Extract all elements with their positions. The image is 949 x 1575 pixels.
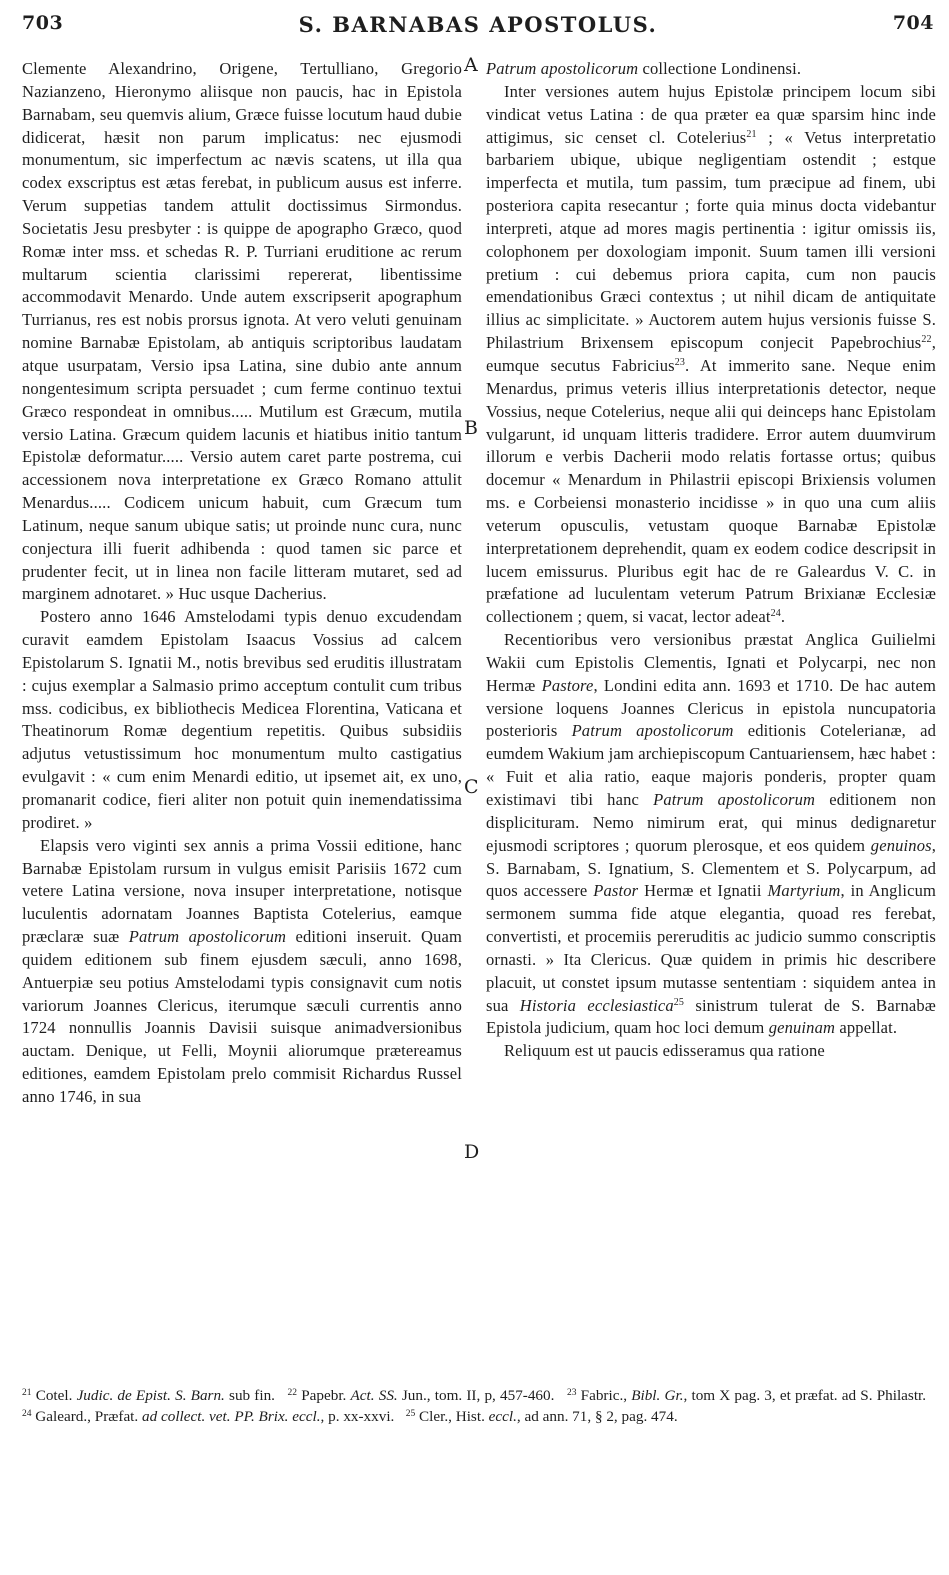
text-run: , Londini edita ann. 1693 et 1710. De hac autem versione loquens Joannes Clericus in epistola nuncupatoria posterioris [486,675,936,741]
left-paragraph-1: Clemente Alexandrino, Origene, Tertulliano, Gregorio Nazianzeno, Hieronymo aliisque non paucis, hac in Epistola Barnabam, seu quemvis alium, Græce fuisse locutum haud dubie didicerat, hæsit non parum implicatus: nec ejusmodi monumentum, sic imperfectum ac nævis scatens, ut illa qua codex exscriptus est ætas ferebat, in publicum ausus est inferre. Verum suppetias tandem attulit doctissimus Sirmondus. Societatis Jesu presbyter : is quippe de apographo Græco, quod Romæ inter mss. et schedas R. P. Turriani eruditione ac rerum multarum scientia clarissimi repererat, libentissime accommodavit Menardo. Unde autem exscripserit apographum Turrianus, res est nobis prorsus ignota. At vero veluti genuinam nomine Barnabæ Epistolam, ab antiquis scriptoribus laudatam atque usurpatam, Versio ipsa Latina, sine dubio ante annum nongentesimum scripta persuadet ; cum ferme continuo textui Græco respondeat in omnibus..... Mutilum est Græcum, mutila versio Latina. Græcum quidem lacunis et hiatibus initio tantum Epistolæ deformatur..... Versio autem caret parte postrema, cui accessionem nova interpretatione ex Græco Romano attulit Menardus..... Codicem unicum habuit, cum Græcum tum Latinum, neque sanum ubique satis; ut proinde nunc cura, nunc conjectura illi fuerit adhibenda : quod tamen sic parce et prudenter fecit, ut in linea non facile litteram mutaret, sed ad marginem adnotaret. » Huc usque Dacherius. [22,59,462,604]
text-run: Cler., Hist. [419,1407,489,1425]
italic-title: Pastore [541,675,594,695]
footnote-number: 23 [566,1388,577,1398]
text-run: , in Anglicum sermonem summa fide atque elegantia, quoad res ferebat, convertisti, et procemiis pereruditis ac judicio summo conscriptis ornasti. » Ita Clericus. Quæ quidem in primis hic describere placuit, ut constet ipsum mutasse sententiam : siquidem antea in sua [486,881,936,1015]
text-run: . [780,607,786,627]
footnote-number: 24 [22,1408,32,1419]
italic-title: Patrum apostolicorum [486,59,639,78]
footnote-23 [567,1387,926,1404]
italic-word: genuinos [870,835,932,855]
text-run: , eumque secutus Fabricius [486,333,936,375]
italic-work: Act. SS. [350,1387,398,1404]
running-title: S. BARNABAS APOSTOLUS. [298,12,658,37]
italic-work: Judic. de Epist. S. Barn. [76,1387,225,1404]
margin-letter-b: B [464,417,478,439]
text-run: ; « Vetus interpretatio barbariem ubique, ubique negligentiam ostendit ; estque imperfecta et mutila, tum passim, tum præcipue ad finem, ubi posteriora capita resecantur ; forte quia minus docta videbantur interpreti, atque ad mores magis pertinentia : igitur omissis iis, colophonem per doxologiam imponit. Suum tamen illi versioni pretium : cui debemus priora capita, cum non paucis emendationibus Græci contextus ; ut nihil dicam de antiquitate illius ac simplicitate. » Auctorem autem hujus versionis fuisse S. Philastrium Brixensem episcopum conjecit Papebrochius [486,127,936,353]
italic-title: Historia ecclesiastica [519,995,674,1015]
right-paragraph-4: Reliquum est ut paucis edisseramus qua ratione [504,1041,825,1061]
page-number-left: 703 [22,12,64,34]
left-paragraph-3 [22,835,462,1109]
italic-work: ad collect. vet. PP. Brix. eccl. [142,1407,321,1425]
italic-word: Pastor [593,881,639,901]
text-run: Inter versiones autem hujus Epistolæ principem locum sibi vindicat vetus Latina : de qua præter ea quæ sparsim hinc inde attigimus, sic censet cl. Cotelerius [486,81,936,147]
footnote-21 [22,1387,275,1404]
italic-title: Patrum apostolicorum [653,790,816,809]
text-run: sinistrum tulerat de S. Barnabæ Epistola judicium, quam hoc loci demum [486,995,936,1038]
left-paragraph-2: Postero anno 1646 Amstelodami typis denuo excudendam curavit eamdem Epistolam Isaacus Vossius ad calcem Epistolarum S. Ignatii M., notis brevibus sed eruditis illustratam : cujus exemplar a Salmasio primo acceptum contulit cum tribus mss. codicibus, ex bibliothecis Medicea Florentina, Vaticana et Theatinorum Romæ degentium repetitis. Quibus subsidiis adjutus vetustissimum hoc monumentum multo castigatius evulgavit : « cum enim Menardi editio, ut ipsemet ait, ex uno, promanarit codice, fieri aliter non potuit quin inemendatissima prodiret. » [22,607,462,832]
italic-work: Bibl. Gr. [631,1387,684,1404]
left-column [22,58,462,1109]
footnote-number: 25 [405,1408,416,1419]
text-run: appellat. [835,1018,898,1038]
text-run: Galeard., Præfat. [35,1407,142,1425]
italic-title: Patrum apostolicorum [571,721,734,741]
right-paragraph-1 [486,58,936,81]
margin-letter-a: A [464,54,478,76]
text-run: , ad ann. 71, § 2, pag. 474. [516,1407,678,1425]
footnotes [22,1386,934,1427]
right-paragraph-2 [486,81,936,629]
right-column [486,58,936,1063]
text-run: , p. xx-xxvi. [320,1407,395,1425]
page-number-right: 704 [892,12,934,34]
italic-title: Patrum apostolicorum [128,927,287,947]
footnote-24 [22,1408,394,1425]
margin-letter-c: C [464,776,479,798]
text-run: Elapsis vero viginti sex annis a prima Vossii editione, hanc Barnabæ Epistolam rursum in vulgus emisit Parisiis 1672 cum vetere Latina versione, nova insuper interpretatione, notisque luculentis adornatam Joannes Baptista Cotelerius, eamque præclaræ suæ [22,835,462,947]
footnote-ref-24: 24 [770,608,781,620]
text-run: . At immerito sane. Neque enim Menardus, primus veteris illius interpretationis detector, neque Vossius, neque Cotelerius, neque alii qui deinceps hanc Epistolam vulgarunt, id unquam litteris tradidere. Error autem duumvirum illorum e verbis Dacherii modo relatis fortasse ortus; quibus docemur « Menardum in Philastrii episcopi Brixiensis volumen ms. e Corbeiensi monasterio incidisse » in quo una cum aliis veterum opusculis, vetustam quoque Barnabæ Epistolæ interpretationem deprehendit, quam ex eodem codice descripsit in lucem emissurus. Pluribus egit hac de re Galeardus V. C. in præfatione ad luculentam veterum Patrum Brixianæ Ecclesiæ collectionem ; quem, si vacat, lector adeat [486,355,936,627]
text-run: Cotel. [35,1387,77,1404]
italic-word: genuinam [768,1018,836,1038]
italic-work: eccl. [488,1407,517,1425]
text-run: editionis Coteleriаnæ, ad eumdem Wakium jam archiepiscopum Cantuariensem, hæc habet : « Fuit et alia ratio, eaque majoris ponderis, propter quam existimavi tibi hanc [486,721,936,809]
footnote-22 [288,1387,555,1404]
margin-letter-d: D [464,1141,480,1163]
footnote-number: 21 [22,1388,32,1398]
footnote-ref-22: 22 [921,334,932,346]
italic-word: Martyrium [767,881,841,901]
right-paragraph-3 [486,629,936,1040]
text-run: editioni inseruit. Quam quidem editionem sub finem ejusdem sæculi, anno 1698, Antuerpiæ seu potius Amstelodami typis consignavit cum notis variorum Joannes Clericus, iterumque sæculi currentis anno 1724 nonnullis Joannis Davisii suisque animadversionibus auctam. Denique, ut Felli, Moynii aliorumque prætereamus editiones, eamdem Epistolam prelo commisit Richardus Russel anno 1746, in sua [22,927,462,1106]
text-run: sub fin. [224,1387,275,1404]
text-run: Recentioribus vero versionibus præstat Anglica Guilielmi Wakii cum Epistolis Clementis, Ignati et Polycarpi, nec non Hermæ [486,630,936,695]
text-run: Jun., tom. II, p, 457-460. [397,1387,555,1404]
text-run: Hermæ et Ignatii [638,881,768,901]
footnote-25 [406,1408,678,1425]
text-run: Papebr. [301,1387,351,1404]
footnote-ref-23: 23 [674,356,686,368]
footnote-ref-21: 21 [746,128,757,140]
footnote-number: 22 [287,1388,298,1398]
text-run: , tom X pag. 3, et præfat. ad S. Philastr. [683,1387,927,1404]
text-run: editionem non displicituram. Nemo nimirum erat, qui minus dedignaretur ejusmodi scriptores ; quorum plerosque, et eos quidem [486,790,936,855]
text-run: , S. Barnabam, S. Ignatium, S. Clementem et S. Polycarpum, ad quos accessere [486,835,936,901]
footnote-ref-25: 25 [673,996,685,1008]
text-run: collectione Londinensi. [638,59,802,78]
text-run: Fabric., [580,1387,632,1404]
running-header [22,12,934,40]
